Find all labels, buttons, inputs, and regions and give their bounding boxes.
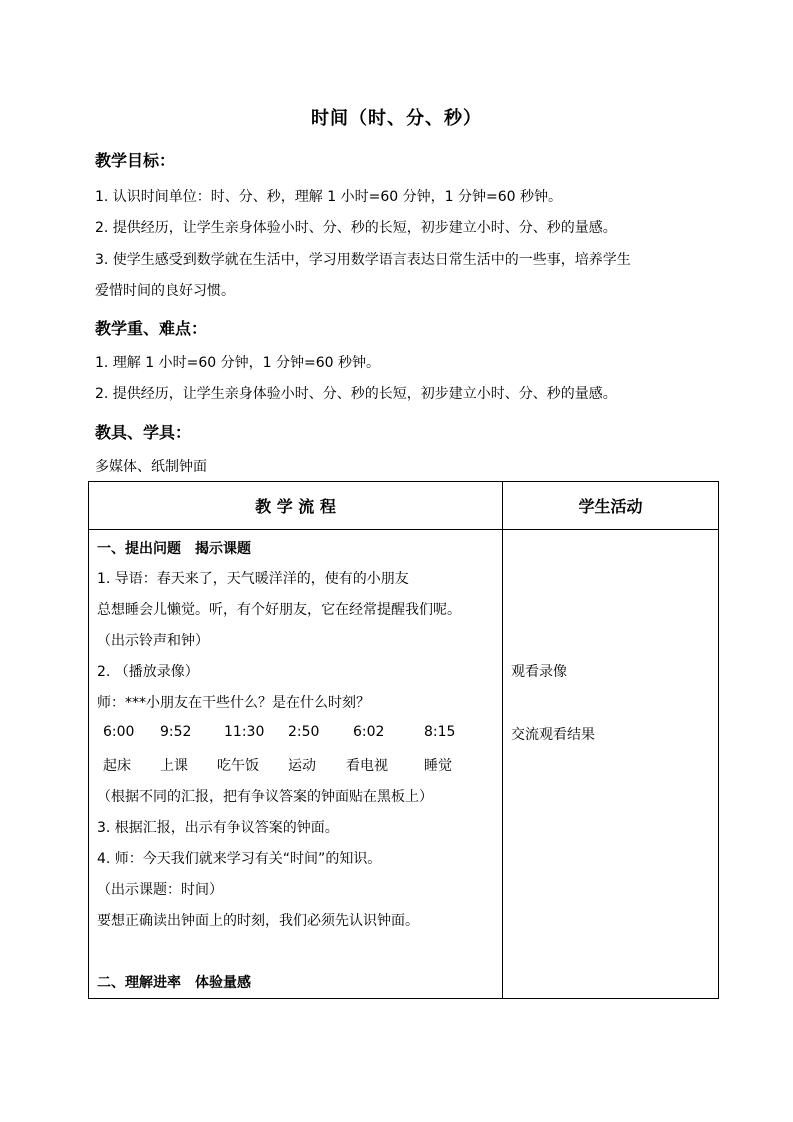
process-line: （根据不同的汇报，把有争议答案的钟面贴在黑板上） [97,789,433,805]
section-2-heading: 二、理解进率 体验量感 [97,975,251,991]
process-line: （出示课题：时间） [97,882,223,898]
process-line: 4. 师：今天我们就来学习有关“时间”的知识。 [97,851,382,867]
goal-item-2: 2. 提供经历，让学生亲身体验小时、分、秒的长短，初步建立小时、分、秒的量感。 [95,220,617,236]
activity-label: 吃午饭 [217,758,259,774]
key-point-2: 2. 提供经历，让学生亲身体验小时、分、秒的长短，初步建立小时、分、秒的量感。 [95,386,617,402]
process-line: 师：***小朋友在干些什么？是在什么时刻？ [97,695,370,711]
tools-text: 多媒体、纸制钟面 [95,459,207,475]
time-value: 2:50 [288,724,320,740]
activity-label: 上课 [160,758,188,774]
section-1-heading: 一、提出问题 揭示课题 [97,541,251,557]
time-value: 6:00 [103,724,135,740]
activity-label: 睡觉 [424,758,452,774]
activity-label: 起床 [103,758,131,774]
header-process: 教 学 流 程 [89,482,503,530]
document-title: 时间（时、分、秒） [311,108,482,129]
goals-heading: 教学目标： [95,151,176,170]
activity-label: 运动 [288,758,316,774]
process-line: 3. 根据汇报，出示有争议答案的钟面。 [97,820,339,836]
time-value: 11:30 [224,724,265,740]
key-point-1: 1. 理解 1 小时=60 分钟，1 分钟=60 秒钟。 [95,355,380,371]
student-activity-cell [503,530,719,999]
process-line: 总想睡会儿懒觉。听，有个好朋友，它在经常提醒我们呢。 [97,602,461,618]
process-line: 2. （播放录像） [97,664,199,680]
goal-item-3-cont: 爱惜时间的良好习惯。 [95,283,235,299]
tools-heading: 教具、学具： [95,423,192,442]
time-value: 8:15 [424,724,456,740]
lesson-flow-table [88,481,719,999]
goal-item-1: 1. 认识时间单位：时、分、秒，理解 1 小时=60 分钟，1 分钟=60 秒钟。 [95,189,562,205]
key-points-heading: 教学重、难点： [95,319,208,338]
activity-label: 看电视 [346,758,388,774]
time-value: 6:02 [353,724,385,740]
process-cell [89,530,503,999]
process-line: 要想正确读出钟面上的时刻，我们必须先认识钟面。 [97,913,419,929]
time-value: 9:52 [160,724,192,740]
header-student-activity: 学生活动 [503,482,719,530]
student-activity: 交流观看结果 [511,727,595,743]
process-line: （出示铃声和钟） [97,633,209,649]
goal-item-3: 3. 使学生感受到数学就在生活中，学习用数学语言表达日常生活中的一些事，培养学生 [95,252,631,268]
student-activity: 观看录像 [511,664,567,680]
process-line: 1. 导语：春天来了，天气暖洋洋的，使有的小朋友 [97,571,409,587]
